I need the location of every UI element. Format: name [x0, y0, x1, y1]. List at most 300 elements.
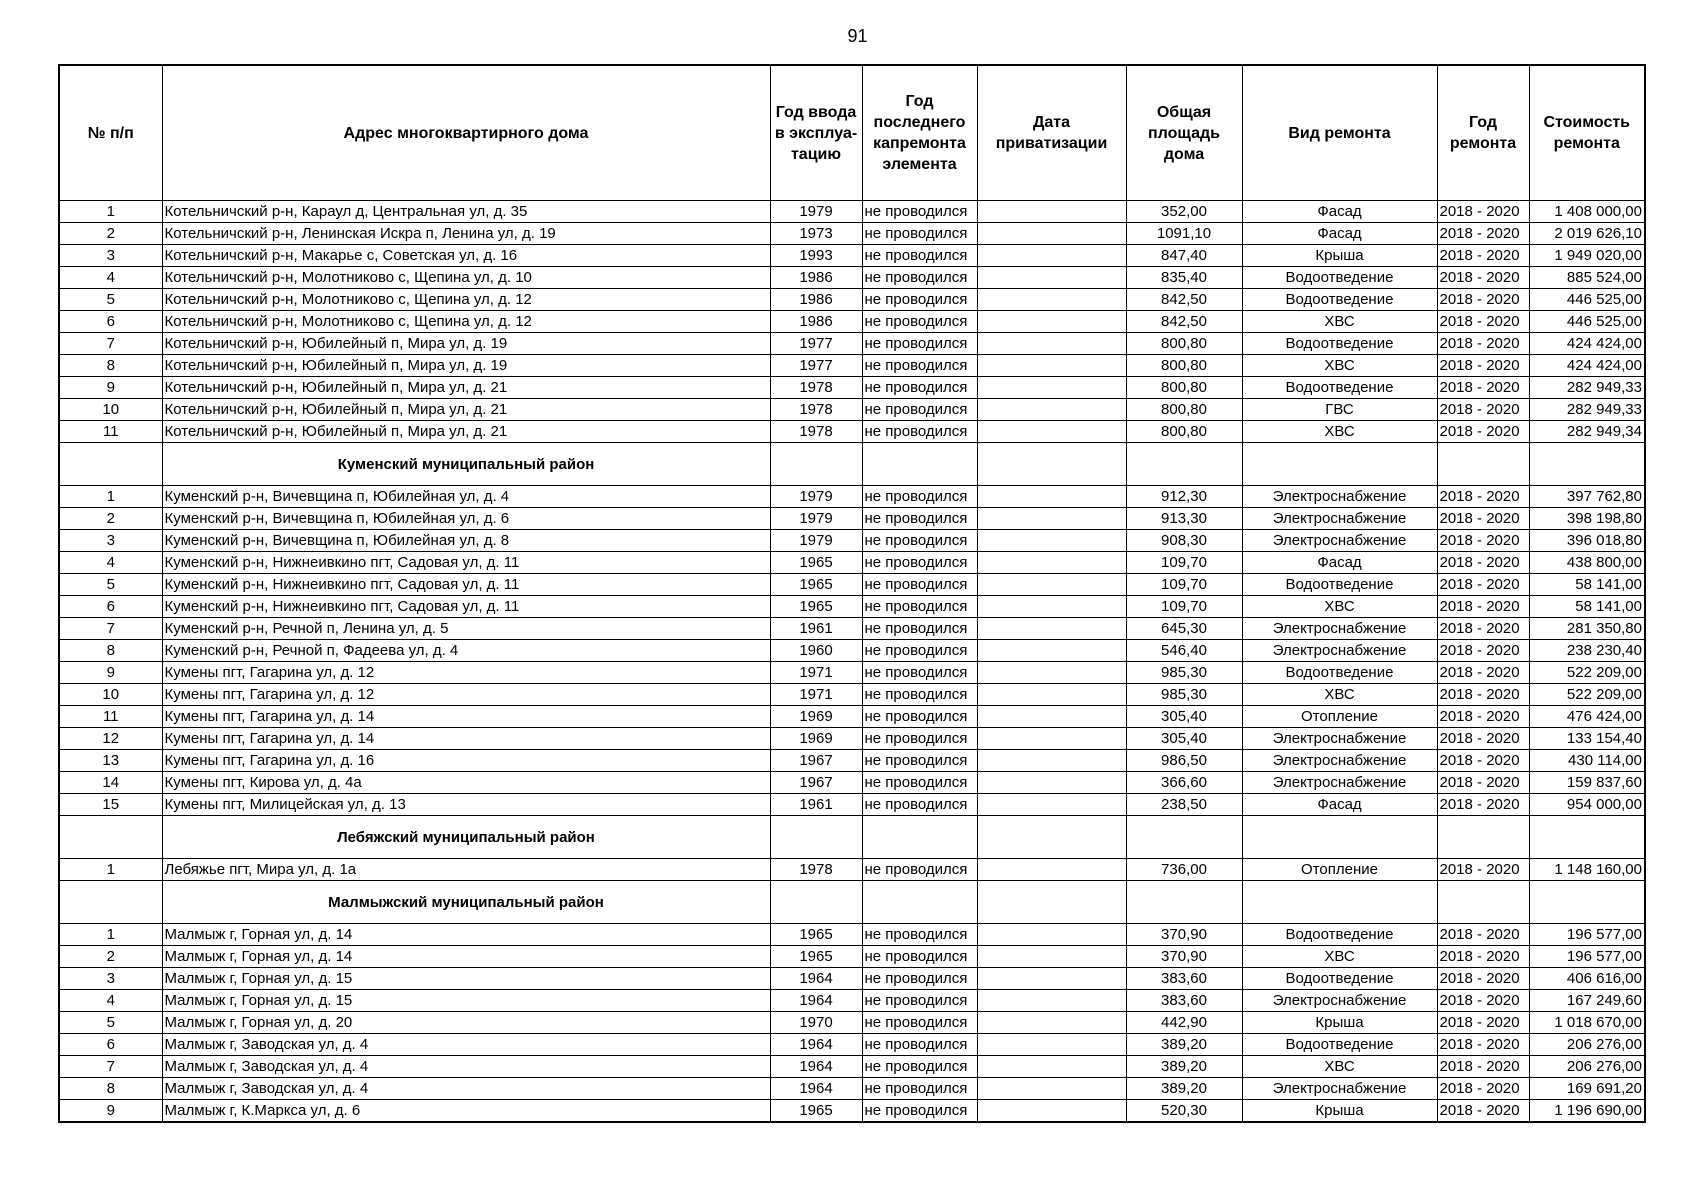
cell-repair-type: ХВС	[1242, 421, 1437, 443]
cell-num: 2	[59, 508, 162, 530]
cell-last-repair: не проводился	[862, 486, 977, 508]
header-last-repair: Год последнего капремонта элемента	[862, 65, 977, 201]
cell-repair-type: Водоотведение	[1242, 1034, 1437, 1056]
cell-num: 13	[59, 750, 162, 772]
cell-repair-type: ХВС	[1242, 596, 1437, 618]
cell-num: 15	[59, 794, 162, 816]
cell-area: 109,70	[1126, 596, 1242, 618]
cell-year-built: 1964	[770, 968, 862, 990]
cell-address: Котельничский р-н, Юбилейный п, Мира ул, д. 21	[162, 421, 770, 443]
cell-privatization	[977, 1056, 1126, 1078]
table-row	[59, 399, 1645, 421]
cell-repair-year: 2018 - 2020	[1437, 684, 1529, 706]
cell-num: 6	[59, 311, 162, 333]
section-empty-cell	[1529, 816, 1645, 859]
cell-last-repair: не проводился	[862, 333, 977, 355]
cell-repair-year: 2018 - 2020	[1437, 662, 1529, 684]
cell-num: 5	[59, 1012, 162, 1034]
cell-year-built: 1965	[770, 574, 862, 596]
cell-address: Котельничский р-н, Макарье с, Советская ул, д. 16	[162, 245, 770, 267]
cell-cost: 522 209,00	[1529, 684, 1645, 706]
header-year-built: Год ввода в эксплуа-тацию	[770, 65, 862, 201]
header-address: Адрес многоквартирного дома	[162, 65, 770, 201]
cell-area: 913,30	[1126, 508, 1242, 530]
cell-last-repair: не проводился	[862, 968, 977, 990]
cell-area: 835,40	[1126, 267, 1242, 289]
table-row	[59, 728, 1645, 750]
cell-cost: 196 577,00	[1529, 924, 1645, 946]
cell-cost: 954 000,00	[1529, 794, 1645, 816]
cell-cost: 282 949,33	[1529, 399, 1645, 421]
cell-repair-year: 2018 - 2020	[1437, 333, 1529, 355]
cell-address: Куменский р-н, Вичевщина п, Юбилейная ул, д. 6	[162, 508, 770, 530]
table-row	[59, 201, 1645, 223]
cell-num: 3	[59, 968, 162, 990]
cell-last-repair: не проводился	[862, 245, 977, 267]
cell-repair-year: 2018 - 2020	[1437, 750, 1529, 772]
cell-cost: 424 424,00	[1529, 333, 1645, 355]
section-empty-cell	[59, 881, 162, 924]
table-row	[59, 640, 1645, 662]
cell-cost: 281 350,80	[1529, 618, 1645, 640]
cell-year-built: 1964	[770, 1078, 862, 1100]
cell-year-built: 1960	[770, 640, 862, 662]
header-num: № п/п	[59, 65, 162, 201]
table-row	[59, 684, 1645, 706]
section-empty-cell	[59, 443, 162, 486]
cell-repair-year: 2018 - 2020	[1437, 377, 1529, 399]
cell-year-built: 1978	[770, 377, 862, 399]
cell-last-repair: не проводился	[862, 596, 977, 618]
header-cost: Стоимость ремонта	[1529, 65, 1645, 201]
cell-repair-year: 2018 - 2020	[1437, 794, 1529, 816]
cell-repair-year: 2018 - 2020	[1437, 990, 1529, 1012]
cell-num: 5	[59, 289, 162, 311]
cell-address: Малмыж г, Заводская ул, д. 4	[162, 1056, 770, 1078]
cell-cost: 1 408 000,00	[1529, 201, 1645, 223]
cell-cost: 430 114,00	[1529, 750, 1645, 772]
cell-cost: 1 148 160,00	[1529, 859, 1645, 881]
table-row	[59, 311, 1645, 333]
cell-repair-year: 2018 - 2020	[1437, 289, 1529, 311]
cell-privatization	[977, 946, 1126, 968]
cell-cost: 522 209,00	[1529, 662, 1645, 684]
cell-num: 8	[59, 640, 162, 662]
cell-year-built: 1977	[770, 333, 862, 355]
cell-cost: 206 276,00	[1529, 1034, 1645, 1056]
cell-privatization	[977, 486, 1126, 508]
cell-year-built: 1964	[770, 1056, 862, 1078]
cell-address: Котельничский р-н, Юбилейный п, Мира ул, д. 21	[162, 377, 770, 399]
cell-year-built: 1969	[770, 728, 862, 750]
cell-address: Кумены пгт, Гагарина ул, д. 14	[162, 706, 770, 728]
cell-last-repair: не проводился	[862, 201, 977, 223]
table-row	[59, 859, 1645, 881]
cell-repair-year: 2018 - 2020	[1437, 1056, 1529, 1078]
table-row	[59, 990, 1645, 1012]
cell-last-repair: не проводился	[862, 267, 977, 289]
cell-num: 3	[59, 245, 162, 267]
cell-cost: 159 837,60	[1529, 772, 1645, 794]
cell-repair-year: 2018 - 2020	[1437, 311, 1529, 333]
cell-cost: 282 949,33	[1529, 377, 1645, 399]
cell-repair-type: Электроснабжение	[1242, 772, 1437, 794]
cell-last-repair: не проводился	[862, 508, 977, 530]
cell-repair-year: 2018 - 2020	[1437, 1012, 1529, 1034]
cell-area: 842,50	[1126, 289, 1242, 311]
cell-privatization	[977, 201, 1126, 223]
cell-cost: 167 249,60	[1529, 990, 1645, 1012]
cell-num: 5	[59, 574, 162, 596]
cell-privatization	[977, 333, 1126, 355]
cell-cost: 398 198,80	[1529, 508, 1645, 530]
cell-repair-year: 2018 - 2020	[1437, 1078, 1529, 1100]
table-row	[59, 1078, 1645, 1100]
cell-repair-year: 2018 - 2020	[1437, 399, 1529, 421]
cell-address: Куменский р-н, Нижнеивкино пгт, Садовая ул, д. 11	[162, 574, 770, 596]
cell-area: 389,20	[1126, 1056, 1242, 1078]
cell-address: Малмыж г, К.Маркса ул, д. 6	[162, 1100, 770, 1123]
cell-area: 520,30	[1126, 1100, 1242, 1123]
cell-address: Куменский р-н, Нижнеивкино пгт, Садовая ул, д. 11	[162, 552, 770, 574]
cell-repair-type: Водоотведение	[1242, 662, 1437, 684]
cell-num: 1	[59, 486, 162, 508]
table-header-row	[59, 65, 1645, 201]
cell-repair-type: Крыша	[1242, 1100, 1437, 1123]
cell-repair-year: 2018 - 2020	[1437, 245, 1529, 267]
cell-last-repair: не проводился	[862, 1100, 977, 1123]
cell-repair-year: 2018 - 2020	[1437, 596, 1529, 618]
cell-address: Куменский р-н, Вичевщина п, Юбилейная ул, д. 4	[162, 486, 770, 508]
cell-year-built: 1965	[770, 946, 862, 968]
cell-address: Малмыж г, Заводская ул, д. 4	[162, 1078, 770, 1100]
cell-repair-year: 2018 - 2020	[1437, 267, 1529, 289]
cell-num: 4	[59, 990, 162, 1012]
cell-area: 908,30	[1126, 530, 1242, 552]
cell-privatization	[977, 574, 1126, 596]
table-row	[59, 618, 1645, 640]
cell-num: 9	[59, 1100, 162, 1123]
cell-repair-type: Фасад	[1242, 552, 1437, 574]
cell-year-built: 1965	[770, 924, 862, 946]
section-empty-cell	[1242, 881, 1437, 924]
cell-repair-type: ХВС	[1242, 355, 1437, 377]
cell-privatization	[977, 618, 1126, 640]
cell-year-built: 1986	[770, 267, 862, 289]
table-row	[59, 530, 1645, 552]
cell-cost: 196 577,00	[1529, 946, 1645, 968]
cell-repair-year: 2018 - 2020	[1437, 508, 1529, 530]
cell-repair-type: Электроснабжение	[1242, 750, 1437, 772]
cell-num: 1	[59, 859, 162, 881]
section-empty-cell	[1437, 816, 1529, 859]
cell-privatization	[977, 1012, 1126, 1034]
cell-last-repair: не проводился	[862, 399, 977, 421]
cell-address: Малмыж г, Горная ул, д. 14	[162, 924, 770, 946]
cell-privatization	[977, 1078, 1126, 1100]
cell-year-built: 1964	[770, 1034, 862, 1056]
cell-repair-type: Отопление	[1242, 859, 1437, 881]
cell-area: 1091,10	[1126, 223, 1242, 245]
cell-address: Малмыж г, Заводская ул, д. 4	[162, 1034, 770, 1056]
section-empty-cell	[1437, 443, 1529, 486]
cell-privatization	[977, 289, 1126, 311]
section-empty-cell	[1242, 816, 1437, 859]
cell-address: Малмыж г, Горная ул, д. 20	[162, 1012, 770, 1034]
cell-area: 383,60	[1126, 990, 1242, 1012]
cell-address: Куменский р-н, Вичевщина п, Юбилейная ул, д. 8	[162, 530, 770, 552]
cell-privatization	[977, 267, 1126, 289]
section-empty-cell	[59, 816, 162, 859]
cell-address: Котельничский р-н, Караул д, Центральная ул, д. 35	[162, 201, 770, 223]
cell-address: Котельничский р-н, Юбилейный п, Мира ул, д. 21	[162, 399, 770, 421]
cell-last-repair: не проводился	[862, 772, 977, 794]
cell-num: 11	[59, 706, 162, 728]
cell-repair-year: 2018 - 2020	[1437, 728, 1529, 750]
cell-repair-year: 2018 - 2020	[1437, 486, 1529, 508]
cell-area: 370,90	[1126, 924, 1242, 946]
cell-area: 389,20	[1126, 1034, 1242, 1056]
cell-num: 14	[59, 772, 162, 794]
cell-area: 800,80	[1126, 355, 1242, 377]
table-row	[59, 794, 1645, 816]
table-row	[59, 508, 1645, 530]
section-row	[59, 816, 1645, 859]
cell-year-built: 1961	[770, 618, 862, 640]
cell-year-built: 1973	[770, 223, 862, 245]
cell-cost: 885 524,00	[1529, 267, 1645, 289]
cell-privatization	[977, 1100, 1126, 1123]
table-row	[59, 289, 1645, 311]
cell-last-repair: не проводился	[862, 728, 977, 750]
section-empty-cell	[770, 443, 862, 486]
cell-num: 10	[59, 684, 162, 706]
cell-year-built: 1978	[770, 399, 862, 421]
section-empty-cell	[770, 816, 862, 859]
cell-cost: 446 525,00	[1529, 289, 1645, 311]
cell-cost: 1 196 690,00	[1529, 1100, 1645, 1123]
cell-privatization	[977, 421, 1126, 443]
cell-privatization	[977, 990, 1126, 1012]
cell-cost: 133 154,40	[1529, 728, 1645, 750]
cell-repair-type: ХВС	[1242, 1056, 1437, 1078]
cell-cost: 206 276,00	[1529, 1056, 1645, 1078]
table-row	[59, 750, 1645, 772]
section-empty-cell	[977, 881, 1126, 924]
cell-cost: 406 616,00	[1529, 968, 1645, 990]
cell-cost: 396 018,80	[1529, 530, 1645, 552]
cell-repair-type: Фасад	[1242, 794, 1437, 816]
cell-privatization	[977, 968, 1126, 990]
cell-num: 10	[59, 399, 162, 421]
header-privatization: Дата приватизации	[977, 65, 1126, 201]
cell-last-repair: не проводился	[862, 990, 977, 1012]
cell-area: 645,30	[1126, 618, 1242, 640]
cell-year-built: 1965	[770, 1100, 862, 1123]
cell-cost: 2 019 626,10	[1529, 223, 1645, 245]
cell-privatization	[977, 640, 1126, 662]
cell-privatization	[977, 596, 1126, 618]
table-row	[59, 968, 1645, 990]
table-row	[59, 574, 1645, 596]
cell-area: 986,50	[1126, 750, 1242, 772]
cell-repair-type: Электроснабжение	[1242, 990, 1437, 1012]
cell-repair-type: Водоотведение	[1242, 289, 1437, 311]
cell-repair-year: 2018 - 2020	[1437, 968, 1529, 990]
cell-address: Кумены пгт, Гагарина ул, д. 16	[162, 750, 770, 772]
cell-last-repair: не проводился	[862, 640, 977, 662]
section-empty-cell	[1126, 443, 1242, 486]
cell-repair-year: 2018 - 2020	[1437, 772, 1529, 794]
cell-year-built: 1970	[770, 1012, 862, 1034]
cell-num: 11	[59, 421, 162, 443]
cell-privatization	[977, 728, 1126, 750]
cell-repair-type: Электроснабжение	[1242, 1078, 1437, 1100]
cell-privatization	[977, 1034, 1126, 1056]
cell-area: 109,70	[1126, 574, 1242, 596]
cell-area: 370,90	[1126, 946, 1242, 968]
cell-privatization	[977, 772, 1126, 794]
cell-last-repair: не проводился	[862, 618, 977, 640]
cell-privatization	[977, 794, 1126, 816]
cell-area: 352,00	[1126, 201, 1242, 223]
cell-address: Котельничский р-н, Молотниково с, Щепина ул, д. 12	[162, 311, 770, 333]
cell-repair-year: 2018 - 2020	[1437, 946, 1529, 968]
cell-area: 109,70	[1126, 552, 1242, 574]
cell-repair-type: Фасад	[1242, 201, 1437, 223]
cell-num: 1	[59, 924, 162, 946]
cell-cost: 238 230,40	[1529, 640, 1645, 662]
cell-num: 6	[59, 1034, 162, 1056]
cell-privatization	[977, 377, 1126, 399]
table-row	[59, 421, 1645, 443]
cell-address: Котельничский р-н, Юбилейный п, Мира ул, д. 19	[162, 355, 770, 377]
section-title: Куменский муниципальный район	[162, 443, 770, 486]
cell-repair-type: Электроснабжение	[1242, 530, 1437, 552]
table-row	[59, 662, 1645, 684]
cell-last-repair: не проводился	[862, 377, 977, 399]
cell-privatization	[977, 311, 1126, 333]
table-row	[59, 223, 1645, 245]
cell-repair-type: Отопление	[1242, 706, 1437, 728]
table-row	[59, 486, 1645, 508]
cell-address: Лебяжье пгт, Мира ул, д. 1а	[162, 859, 770, 881]
table-row	[59, 946, 1645, 968]
cell-address: Куменский р-н, Нижнеивкино пгт, Садовая ул, д. 11	[162, 596, 770, 618]
cell-area: 366,60	[1126, 772, 1242, 794]
cell-repair-year: 2018 - 2020	[1437, 574, 1529, 596]
cell-last-repair: не проводился	[862, 311, 977, 333]
cell-repair-type: Фасад	[1242, 223, 1437, 245]
cell-address: Котельничский р-н, Молотниково с, Щепина ул, д. 10	[162, 267, 770, 289]
cell-year-built: 1993	[770, 245, 862, 267]
cell-year-built: 1971	[770, 684, 862, 706]
header-repair-year: Год ремонта	[1437, 65, 1529, 201]
section-empty-cell	[1126, 816, 1242, 859]
cell-last-repair: не проводился	[862, 223, 977, 245]
section-row	[59, 443, 1645, 486]
cell-repair-type: Водоотведение	[1242, 267, 1437, 289]
cell-area: 800,80	[1126, 421, 1242, 443]
table-row	[59, 267, 1645, 289]
cell-area: 842,50	[1126, 311, 1242, 333]
cell-privatization	[977, 530, 1126, 552]
section-empty-cell	[1126, 881, 1242, 924]
cell-address: Котельничский р-н, Ленинская Искра п, Ленина ул, д. 19	[162, 223, 770, 245]
cell-repair-type: Электроснабжение	[1242, 508, 1437, 530]
cell-cost: 1 018 670,00	[1529, 1012, 1645, 1034]
cell-num: 12	[59, 728, 162, 750]
cell-year-built: 1969	[770, 706, 862, 728]
cell-area: 546,40	[1126, 640, 1242, 662]
cell-last-repair: не проводился	[862, 355, 977, 377]
cell-repair-type: Водоотведение	[1242, 377, 1437, 399]
table-row	[59, 245, 1645, 267]
cell-last-repair: не проводился	[862, 859, 977, 881]
cell-address: Малмыж г, Горная ул, д. 15	[162, 968, 770, 990]
cell-repair-year: 2018 - 2020	[1437, 859, 1529, 881]
cell-area: 800,80	[1126, 333, 1242, 355]
cell-area: 305,40	[1126, 706, 1242, 728]
table-row	[59, 355, 1645, 377]
cell-repair-year: 2018 - 2020	[1437, 201, 1529, 223]
cell-repair-year: 2018 - 2020	[1437, 421, 1529, 443]
cell-privatization	[977, 508, 1126, 530]
cell-year-built: 1965	[770, 552, 862, 574]
cell-repair-year: 2018 - 2020	[1437, 924, 1529, 946]
cell-last-repair: не проводился	[862, 750, 977, 772]
cell-repair-year: 2018 - 2020	[1437, 223, 1529, 245]
cell-cost: 58 141,00	[1529, 596, 1645, 618]
cell-num: 8	[59, 1078, 162, 1100]
cell-repair-type: Водоотведение	[1242, 333, 1437, 355]
cell-num: 7	[59, 333, 162, 355]
cell-num: 9	[59, 377, 162, 399]
cell-area: 442,90	[1126, 1012, 1242, 1034]
cell-area: 389,20	[1126, 1078, 1242, 1100]
cell-num: 2	[59, 223, 162, 245]
cell-cost: 1 949 020,00	[1529, 245, 1645, 267]
cell-repair-year: 2018 - 2020	[1437, 706, 1529, 728]
cell-last-repair: не проводился	[862, 1078, 977, 1100]
cell-repair-type: Водоотведение	[1242, 968, 1437, 990]
table-row	[59, 924, 1645, 946]
cell-privatization	[977, 924, 1126, 946]
cell-last-repair: не проводился	[862, 946, 977, 968]
cell-cost: 424 424,00	[1529, 355, 1645, 377]
cell-repair-type: Электроснабжение	[1242, 640, 1437, 662]
cell-last-repair: не проводился	[862, 1034, 977, 1056]
table-row	[59, 1056, 1645, 1078]
cell-last-repair: не проводился	[862, 421, 977, 443]
cell-num: 9	[59, 662, 162, 684]
cell-address: Котельничский р-н, Юбилейный п, Мира ул, д. 19	[162, 333, 770, 355]
cell-last-repair: не проводился	[862, 1012, 977, 1034]
cell-privatization	[977, 859, 1126, 881]
table-row	[59, 1034, 1645, 1056]
section-empty-cell	[1529, 443, 1645, 486]
cell-address: Кумены пгт, Милицейская ул, д. 13	[162, 794, 770, 816]
cell-privatization	[977, 245, 1126, 267]
cell-area: 912,30	[1126, 486, 1242, 508]
table-row	[59, 1012, 1645, 1034]
table-row	[59, 552, 1645, 574]
cell-cost: 282 949,34	[1529, 421, 1645, 443]
cell-year-built: 1967	[770, 750, 862, 772]
cell-area: 847,40	[1126, 245, 1242, 267]
cell-area: 238,50	[1126, 794, 1242, 816]
cell-address: Кумены пгт, Гагарина ул, д. 12	[162, 662, 770, 684]
